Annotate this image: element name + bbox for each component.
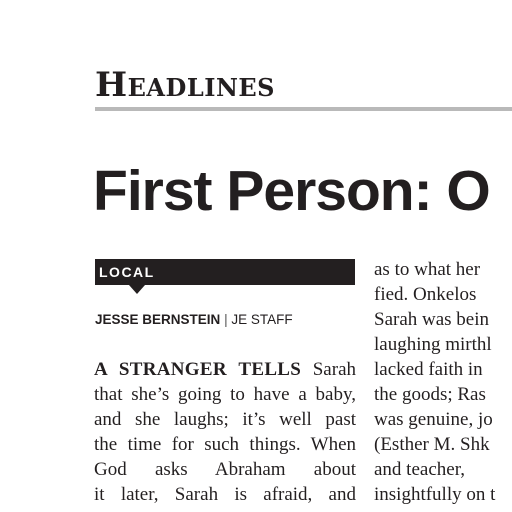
body-line: was genuine, jo	[374, 409, 493, 430]
body-line: laughing mirthl	[374, 334, 492, 355]
byline	[95, 311, 293, 329]
section-divider	[95, 107, 512, 111]
tag-pointer-icon	[129, 285, 145, 294]
category-label: LOCAL	[99, 264, 155, 280]
article-headline: First Person: O	[93, 159, 490, 223]
body-line: insightfully on t	[374, 484, 496, 505]
lede-continuation: Sarah	[301, 359, 357, 380]
body-line: (Esther M. Shk	[374, 434, 490, 455]
body-line	[94, 357, 356, 382]
body-line: it later, Sarah is afraid, and	[94, 484, 356, 505]
body-line: God asks Abraham about	[94, 459, 356, 480]
body-line: the time for such things. When	[94, 434, 356, 455]
byline-separator: |	[224, 312, 228, 327]
body-line: that she’s going to have a baby,	[94, 384, 356, 405]
article-column-1	[94, 357, 356, 507]
section-heading: Headlines	[95, 65, 276, 105]
category-tag	[95, 259, 355, 285]
byline-author: JESSE BERNSTEIN	[95, 312, 221, 327]
article-column-2	[374, 257, 512, 507]
body-line: and she laughs; it’s well past	[94, 409, 356, 430]
lede-text: A STRANGER TELLS	[94, 359, 302, 380]
body-line: fied. Onkelos	[374, 284, 477, 305]
byline-affiliation: JE STAFF	[231, 312, 293, 327]
body-line: and teacher,	[374, 459, 466, 480]
body-line: lacked faith in	[374, 359, 483, 380]
body-line: as to what her	[374, 259, 481, 280]
body-line: the goods; Ras	[374, 384, 486, 405]
body-line: Sarah was bein	[374, 309, 490, 330]
